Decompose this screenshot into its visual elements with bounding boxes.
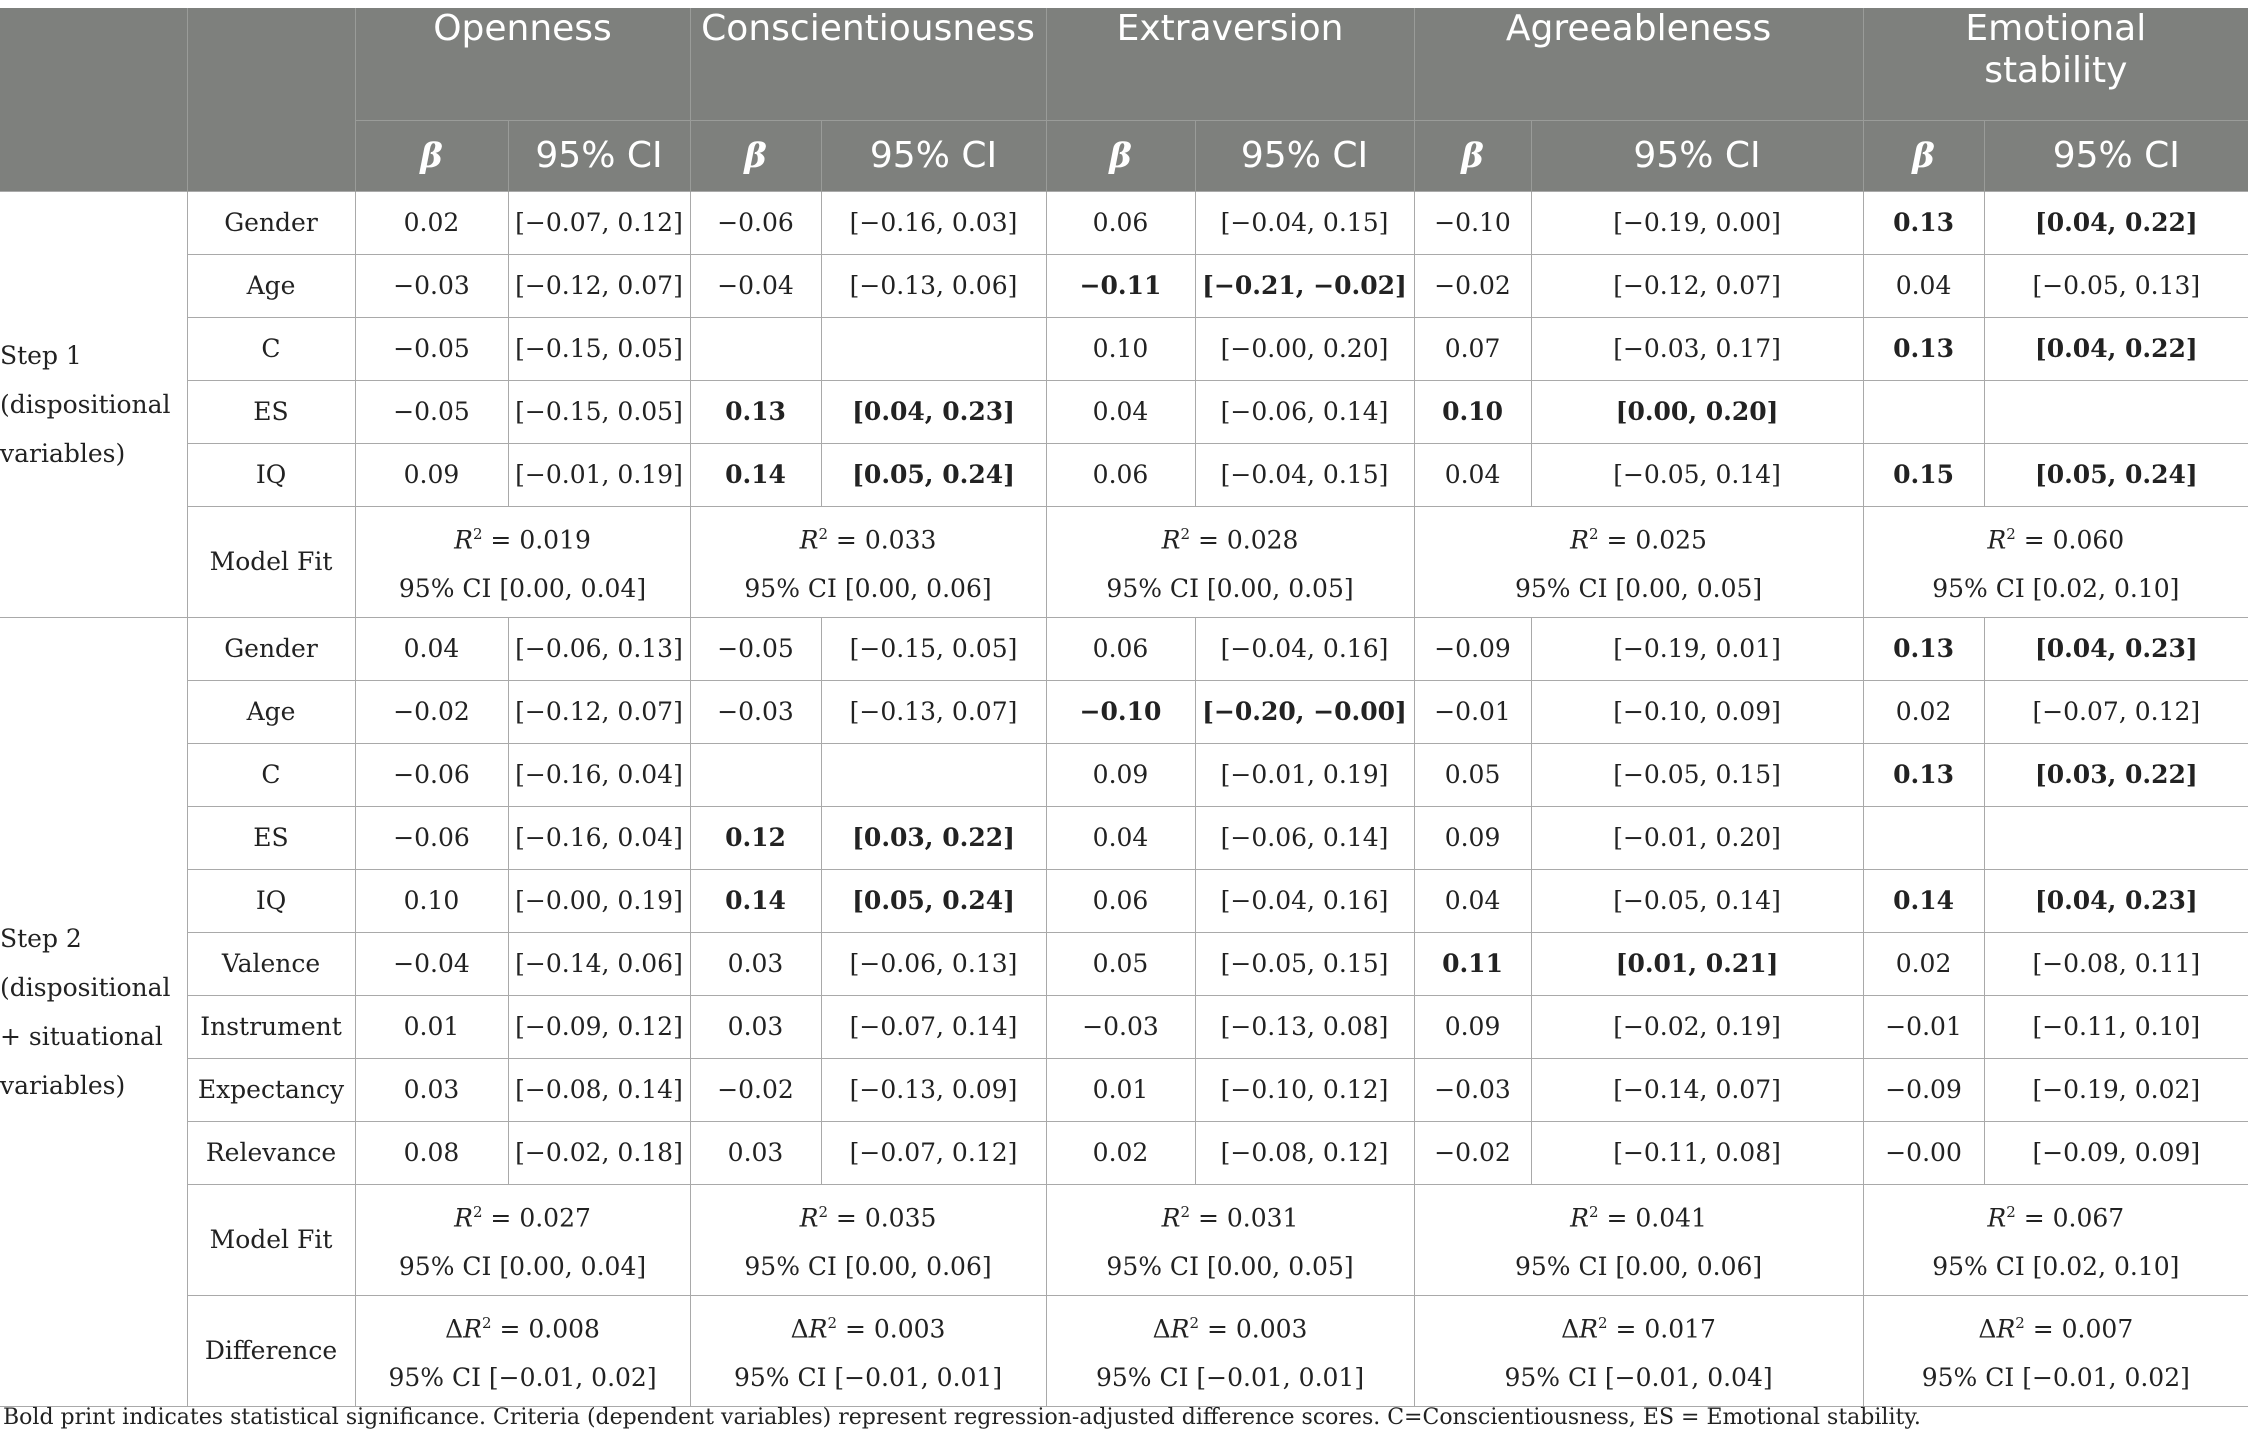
beta-cell: −0.10 (1046, 680, 1195, 743)
beta-cell: −0.06 (355, 743, 508, 806)
summary-cell (1046, 1295, 1414, 1406)
header-blank-predictor (187, 8, 355, 191)
step-label-line: variables) (0, 438, 126, 468)
subheader-ci: 95% CI (1984, 120, 2248, 191)
beta-cell: 0.13 (1863, 317, 1984, 380)
predictor-label: IQ (187, 869, 355, 932)
summary-cell (690, 1295, 1046, 1406)
beta-cell: 0.13 (1863, 191, 1984, 254)
r-squared-number: 0.025 (1635, 525, 1707, 555)
beta-cell: 0.09 (1046, 743, 1195, 806)
ci-cell: [−0.16, 0.04] (508, 806, 690, 869)
header-trait-agreeableness: Agreeableness (1414, 8, 1863, 120)
ci-cell: [−0.15, 0.05] (508, 317, 690, 380)
beta-cell: −0.05 (690, 617, 821, 680)
beta-cell: 0.04 (1414, 443, 1531, 506)
subheader-beta: β (355, 120, 508, 191)
r-symbol: R (454, 525, 473, 555)
ci-cell: [−0.01, 0.19] (508, 443, 690, 506)
summary-cell (355, 1295, 690, 1406)
ci-cell: [−0.12, 0.07] (508, 254, 690, 317)
ci-cell: [−0.13, 0.07] (821, 680, 1046, 743)
r-squared-ci: 95% CI [0.02, 0.10] (1932, 1252, 2180, 1282)
ci-cell: [−0.06, 0.13] (508, 617, 690, 680)
subheader-beta: β (1863, 120, 1984, 191)
beta-cell: −0.10 (1414, 191, 1531, 254)
predictor-label: Age (187, 254, 355, 317)
ci-cell: [−0.16, 0.04] (508, 743, 690, 806)
predictor-label: ES (187, 380, 355, 443)
ci-cell: [0.05, 0.24] (821, 443, 1046, 506)
r-squared-number: 0.041 (1635, 1203, 1707, 1233)
ci-cell: [−0.01, 0.19] (1195, 743, 1414, 806)
summary-cell (1046, 1184, 1414, 1295)
ci-cell: [−0.00, 0.19] (508, 869, 690, 932)
beta-cell (1863, 380, 1984, 443)
r-symbol: R (1579, 1314, 1598, 1344)
beta-cell: −0.06 (690, 191, 821, 254)
beta-cell: −0.00 (1863, 1121, 1984, 1184)
ci-cell: [−0.07, 0.14] (821, 995, 1046, 1058)
beta-cell: −0.09 (1414, 617, 1531, 680)
r-squared-ci: 95% CI [0.02, 0.10] (1932, 574, 2180, 604)
ci-cell: [0.01, 0.21] (1531, 932, 1863, 995)
r-squared-number: 0.008 (528, 1314, 600, 1344)
predictor-label: Age (187, 680, 355, 743)
beta-cell: 0.03 (690, 932, 821, 995)
beta-cell: −0.02 (1414, 254, 1531, 317)
r-squared-ci: 95% CI [0.00, 0.04] (398, 1252, 647, 1282)
r-squared-value: $R^2 = 0.041$ (1570, 1202, 1707, 1233)
r-squared-number: 0.033 (864, 525, 937, 555)
r-squared-value: $R^2 = 0.028$ (1161, 524, 1299, 555)
delta-symbol: Δ (1978, 1314, 1997, 1344)
beta-cell: 0.03 (690, 1121, 821, 1184)
summary-cell (1414, 1295, 1863, 1406)
table-row (0, 806, 2248, 869)
ci-cell: [−0.01, 0.20] (1531, 806, 1863, 869)
beta-cell: 0.10 (355, 869, 508, 932)
r-symbol: R (1996, 1314, 2016, 1344)
ci-cell: [−0.11, 0.08] (1531, 1121, 1863, 1184)
beta-cell: 0.02 (355, 191, 508, 254)
beta-cell: 0.13 (1863, 743, 1984, 806)
ci-cell (1984, 380, 2248, 443)
subheader-ci: 95% CI (1195, 120, 1414, 191)
ci-cell: [−0.19, 0.01] (1531, 617, 1863, 680)
ci-cell: [−0.12, 0.07] (1531, 254, 1863, 317)
beta-cell: −0.11 (1046, 254, 1195, 317)
table-row (0, 254, 2248, 317)
ci-cell (821, 317, 1046, 380)
beta-cell: 0.01 (355, 995, 508, 1058)
ci-cell: [−0.03, 0.17] (1531, 317, 1863, 380)
r-squared-value: $\Delta R^2 = 0.007$ (1978, 1313, 2134, 1344)
ci-cell: [0.05, 0.24] (1984, 443, 2248, 506)
r-symbol: R (1161, 525, 1181, 555)
r-symbol: R (799, 525, 819, 555)
r-squared-value: $R^2 = 0.060$ (1987, 524, 2125, 555)
header-blank-step (0, 8, 187, 191)
r-squared-ci: 95% CI [0.00, 0.05] (1106, 1252, 1354, 1282)
regression-results-table (0, 8, 2248, 1407)
predictor-label: C (187, 317, 355, 380)
ci-cell: [−0.13, 0.08] (1195, 995, 1414, 1058)
ci-cell: [−0.06, 0.14] (1195, 806, 1414, 869)
header-trait-conscientiousness: Conscientiousness (690, 8, 1046, 120)
r-squared-ci: 95% CI [0.00, 0.05] (1514, 574, 1763, 604)
r-squared-number: 0.035 (864, 1203, 937, 1233)
ci-cell: [−0.07, 0.12] (1984, 680, 2248, 743)
r-squared-ci: 95% CI [−0.01, 0.02] (1921, 1363, 2190, 1393)
r-symbol: R (1987, 1203, 2007, 1233)
ci-cell: [0.03, 0.22] (1984, 743, 2248, 806)
beta-cell: 0.10 (1046, 317, 1195, 380)
r-symbol: R (463, 1314, 482, 1344)
ci-cell: [−0.05, 0.13] (1984, 254, 2248, 317)
summary-cell (1863, 1295, 2248, 1406)
r-squared-number: 0.003 (873, 1314, 946, 1344)
r-symbol: R (1570, 525, 1589, 555)
subheader-beta: β (1046, 120, 1195, 191)
beta-cell: −0.02 (355, 680, 508, 743)
step-label (0, 617, 187, 1406)
subheader-ci: 95% CI (508, 120, 690, 191)
table-row (0, 617, 2248, 680)
r-squared-value: $\Delta R^2 = 0.017$ (1561, 1313, 1716, 1344)
r-squared-number: 0.031 (1226, 1203, 1299, 1233)
delta-symbol: Δ (1152, 1314, 1171, 1344)
beta-cell: 0.07 (1414, 317, 1531, 380)
r-squared-number: 0.028 (1226, 525, 1299, 555)
beta-cell: 0.10 (1414, 380, 1531, 443)
ci-cell: [−0.04, 0.16] (1195, 869, 1414, 932)
ci-cell (1984, 806, 2248, 869)
beta-cell: −0.05 (355, 317, 508, 380)
r-symbol: R (1161, 1203, 1181, 1233)
ci-cell: [0.00, 0.20] (1531, 380, 1863, 443)
beta-cell: 0.09 (355, 443, 508, 506)
model-summary-row (0, 1184, 2248, 1295)
predictor-label: Gender (187, 617, 355, 680)
ci-cell: [−0.20, −0.00] (1195, 680, 1414, 743)
ci-cell: [−0.02, 0.19] (1531, 995, 1863, 1058)
predictor-label: Gender (187, 191, 355, 254)
ci-cell: [−0.21, −0.02] (1195, 254, 1414, 317)
table-row (0, 443, 2248, 506)
r-squared-ci: 95% CI [0.00, 0.06] (744, 1252, 992, 1282)
r-symbol: R (1170, 1314, 1190, 1344)
table-row (0, 743, 2248, 806)
r-squared-ci: 95% CI [−0.01, 0.02] (388, 1363, 657, 1393)
ci-cell: [0.04, 0.23] (821, 380, 1046, 443)
delta-symbol: Δ (790, 1314, 809, 1344)
beta-cell: −0.06 (355, 806, 508, 869)
table-row (0, 1121, 2248, 1184)
ci-cell: [−0.07, 0.12] (508, 191, 690, 254)
r-squared-value: $R^2 = 0.025$ (1570, 524, 1707, 555)
table-row (0, 680, 2248, 743)
summary-cell (1863, 1184, 2248, 1295)
beta-cell: 0.13 (1863, 617, 1984, 680)
beta-cell: 0.04 (1046, 380, 1195, 443)
table-footnote: Bold print indicates statistical significance. Criteria (dependent variables) represent regression-adjusted difference scores. C=Conscientiousness, ES = Emotional stability. (3, 1405, 1921, 1430)
beta-cell: −0.04 (690, 254, 821, 317)
beta-cell: −0.03 (690, 680, 821, 743)
header-trait-extraversion: Extraversion (1046, 8, 1414, 120)
summary-cell (1414, 1184, 1863, 1295)
r-squared-number: 0.007 (2061, 1314, 2134, 1344)
ci-cell (821, 743, 1046, 806)
r-squared-ci: 95% CI [0.00, 0.06] (744, 574, 992, 604)
summary-cell (355, 506, 690, 617)
ci-cell: [−0.05, 0.15] (1195, 932, 1414, 995)
beta-cell: −0.05 (355, 380, 508, 443)
ci-cell: [−0.08, 0.14] (508, 1058, 690, 1121)
summary-cell (690, 506, 1046, 617)
beta-cell: −0.03 (1046, 995, 1195, 1058)
beta-cell: 0.06 (1046, 617, 1195, 680)
r-squared-value: $\Delta R^2 = 0.008$ (445, 1313, 600, 1344)
beta-cell: 0.09 (1414, 995, 1531, 1058)
table-row (0, 1058, 2248, 1121)
r-squared-ci: 95% CI [−0.01, 0.04] (1504, 1363, 1773, 1393)
ci-cell: [−0.05, 0.14] (1531, 443, 1863, 506)
beta-cell (690, 317, 821, 380)
r-squared-ci: 95% CI [0.00, 0.06] (1514, 1252, 1763, 1282)
beta-cell: 0.06 (1046, 443, 1195, 506)
r-symbol: R (799, 1203, 819, 1233)
ci-cell: [−0.06, 0.13] (821, 932, 1046, 995)
ci-cell: [−0.11, 0.10] (1984, 995, 2248, 1058)
header-trait-openness: Openness (355, 8, 690, 120)
trait-header-row (0, 8, 2248, 120)
beta-cell: 0.04 (1863, 254, 1984, 317)
summary-cell (690, 1184, 1046, 1295)
predictor-label: Instrument (187, 995, 355, 1058)
step-label-line: (dispositional (0, 972, 171, 1002)
table-row (0, 380, 2248, 443)
r-squared-value: $R^2 = 0.067$ (1987, 1202, 2125, 1233)
step-label-line: + situational (0, 1021, 163, 1051)
beta-cell: 0.12 (690, 806, 821, 869)
predictor-label: IQ (187, 443, 355, 506)
subheader-ci: 95% CI (1531, 120, 1863, 191)
beta-cell: 0.02 (1863, 932, 1984, 995)
predictor-label: ES (187, 806, 355, 869)
beta-cell: −0.01 (1414, 680, 1531, 743)
table-row (0, 869, 2248, 932)
model-summary-row (0, 506, 2248, 617)
beta-cell: 0.11 (1414, 932, 1531, 995)
beta-cell: 0.14 (690, 443, 821, 506)
delta-symbol: Δ (1561, 1314, 1580, 1344)
ci-cell: [−0.00, 0.20] (1195, 317, 1414, 380)
beta-cell: 0.14 (1863, 869, 1984, 932)
beta-cell (1863, 806, 1984, 869)
beta-cell: −0.09 (1863, 1058, 1984, 1121)
ci-cell: [−0.19, 0.00] (1531, 191, 1863, 254)
step-label-line: (dispositional (0, 389, 171, 419)
ci-cell: [−0.04, 0.15] (1195, 191, 1414, 254)
delta-symbol: Δ (445, 1314, 464, 1344)
ci-cell: [−0.08, 0.12] (1195, 1121, 1414, 1184)
ci-cell: [−0.13, 0.09] (821, 1058, 1046, 1121)
ci-cell: [0.04, 0.23] (1984, 617, 2248, 680)
r-squared-ci: 95% CI [−0.01, 0.01] (1095, 1363, 1365, 1393)
beta-cell: 0.02 (1863, 680, 1984, 743)
ci-cell: [−0.09, 0.09] (1984, 1121, 2248, 1184)
ci-cell: [0.04, 0.22] (1984, 191, 2248, 254)
ci-cell: [0.04, 0.23] (1984, 869, 2248, 932)
step-label-line: Step 2 (0, 923, 82, 953)
r-squared-value: $R^2 = 0.035$ (799, 1202, 937, 1233)
step-label-line: variables) (0, 1070, 126, 1100)
ci-cell: [−0.10, 0.09] (1531, 680, 1863, 743)
r-symbol: R (808, 1314, 828, 1344)
subheader-beta: β (690, 120, 821, 191)
predictor-label: Valence (187, 932, 355, 995)
ci-cell: [−0.16, 0.03] (821, 191, 1046, 254)
r-squared-ci: 95% CI [0.00, 0.05] (1106, 574, 1354, 604)
predictor-label: Relevance (187, 1121, 355, 1184)
r-squared-value: $R^2 = 0.027$ (454, 1202, 591, 1233)
beta-cell: 0.02 (1046, 1121, 1195, 1184)
ci-cell: [−0.02, 0.18] (508, 1121, 690, 1184)
r-squared-value: $\Delta R^2 = 0.003$ (790, 1313, 946, 1344)
ci-cell: [0.05, 0.24] (821, 869, 1046, 932)
beta-cell: −0.04 (355, 932, 508, 995)
ci-cell: [−0.10, 0.12] (1195, 1058, 1414, 1121)
beta-cell (690, 743, 821, 806)
ci-cell: [−0.06, 0.14] (1195, 380, 1414, 443)
summary-label: Difference (187, 1295, 355, 1406)
r-squared-number: 0.027 (519, 1203, 591, 1233)
ci-cell: [−0.09, 0.12] (508, 995, 690, 1058)
r-squared-ci: 95% CI [−0.01, 0.01] (733, 1363, 1003, 1393)
ci-cell: [−0.15, 0.05] (508, 380, 690, 443)
ci-cell: [−0.12, 0.07] (508, 680, 690, 743)
beta-cell: −0.02 (690, 1058, 821, 1121)
r-symbol: R (1987, 525, 2007, 555)
ci-cell: [0.03, 0.22] (821, 806, 1046, 869)
ci-cell: [−0.15, 0.05] (821, 617, 1046, 680)
summary-cell (1863, 506, 2248, 617)
summary-label: Model Fit (187, 1184, 355, 1295)
r-squared-value: $R^2 = 0.033$ (799, 524, 937, 555)
ci-cell: [−0.19, 0.02] (1984, 1058, 2248, 1121)
summary-cell (355, 1184, 690, 1295)
predictor-label: Expectancy (187, 1058, 355, 1121)
r-squared-ci: 95% CI [0.00, 0.04] (398, 574, 647, 604)
r-squared-number: 0.017 (1644, 1314, 1716, 1344)
ci-cell: [−0.05, 0.15] (1531, 743, 1863, 806)
r-squared-number: 0.003 (1235, 1314, 1308, 1344)
table-row (0, 995, 2248, 1058)
table-row (0, 317, 2248, 380)
beta-cell: 0.03 (690, 995, 821, 1058)
beta-cell: 0.05 (1046, 932, 1195, 995)
table-row (0, 191, 2248, 254)
ci-cell: [0.04, 0.22] (1984, 317, 2248, 380)
r-symbol: R (1570, 1203, 1589, 1233)
beta-cell: 0.04 (355, 617, 508, 680)
beta-cell: 0.05 (1414, 743, 1531, 806)
ci-cell: [−0.14, 0.06] (508, 932, 690, 995)
ci-cell: [−0.04, 0.15] (1195, 443, 1414, 506)
r-squared-number: 0.067 (2052, 1203, 2125, 1233)
beta-cell: 0.09 (1414, 806, 1531, 869)
summary-cell (1414, 506, 1863, 617)
beta-cell: 0.04 (1046, 806, 1195, 869)
r-symbol: R (454, 1203, 473, 1233)
ci-cell: [−0.13, 0.06] (821, 254, 1046, 317)
r-squared-value: $\Delta R^2 = 0.003$ (1152, 1313, 1308, 1344)
ci-cell: [−0.14, 0.07] (1531, 1058, 1863, 1121)
ci-cell: [−0.07, 0.12] (821, 1121, 1046, 1184)
model-summary-row (0, 1295, 2248, 1406)
ci-cell: [−0.04, 0.16] (1195, 617, 1414, 680)
beta-cell: 0.03 (355, 1058, 508, 1121)
header-trait-emotional-stability: Emotional stability (1863, 8, 2248, 120)
beta-cell: 0.06 (1046, 869, 1195, 932)
step-label (0, 191, 187, 617)
beta-cell: −0.01 (1863, 995, 1984, 1058)
beta-cell: −0.03 (355, 254, 508, 317)
predictor-label: C (187, 743, 355, 806)
beta-cell: 0.14 (690, 869, 821, 932)
summary-label: Model Fit (187, 506, 355, 617)
ci-cell: [−0.05, 0.14] (1531, 869, 1863, 932)
ci-cell: [−0.08, 0.11] (1984, 932, 2248, 995)
subheader-beta: β (1414, 120, 1531, 191)
step-label-line: Step 1 (0, 340, 82, 370)
r-squared-number: 0.019 (519, 525, 591, 555)
r-squared-number: 0.060 (2052, 525, 2125, 555)
beta-cell: 0.13 (690, 380, 821, 443)
subheader-ci: 95% CI (821, 120, 1046, 191)
beta-cell: −0.03 (1414, 1058, 1531, 1121)
beta-cell: 0.04 (1414, 869, 1531, 932)
beta-cell: 0.01 (1046, 1058, 1195, 1121)
r-squared-value: $R^2 = 0.019$ (454, 524, 591, 555)
beta-cell: −0.02 (1414, 1121, 1531, 1184)
beta-cell: 0.15 (1863, 443, 1984, 506)
summary-cell (1046, 506, 1414, 617)
beta-cell: 0.06 (1046, 191, 1195, 254)
beta-cell: 0.08 (355, 1121, 508, 1184)
r-squared-value: $R^2 = 0.031$ (1161, 1202, 1299, 1233)
table-row (0, 932, 2248, 995)
